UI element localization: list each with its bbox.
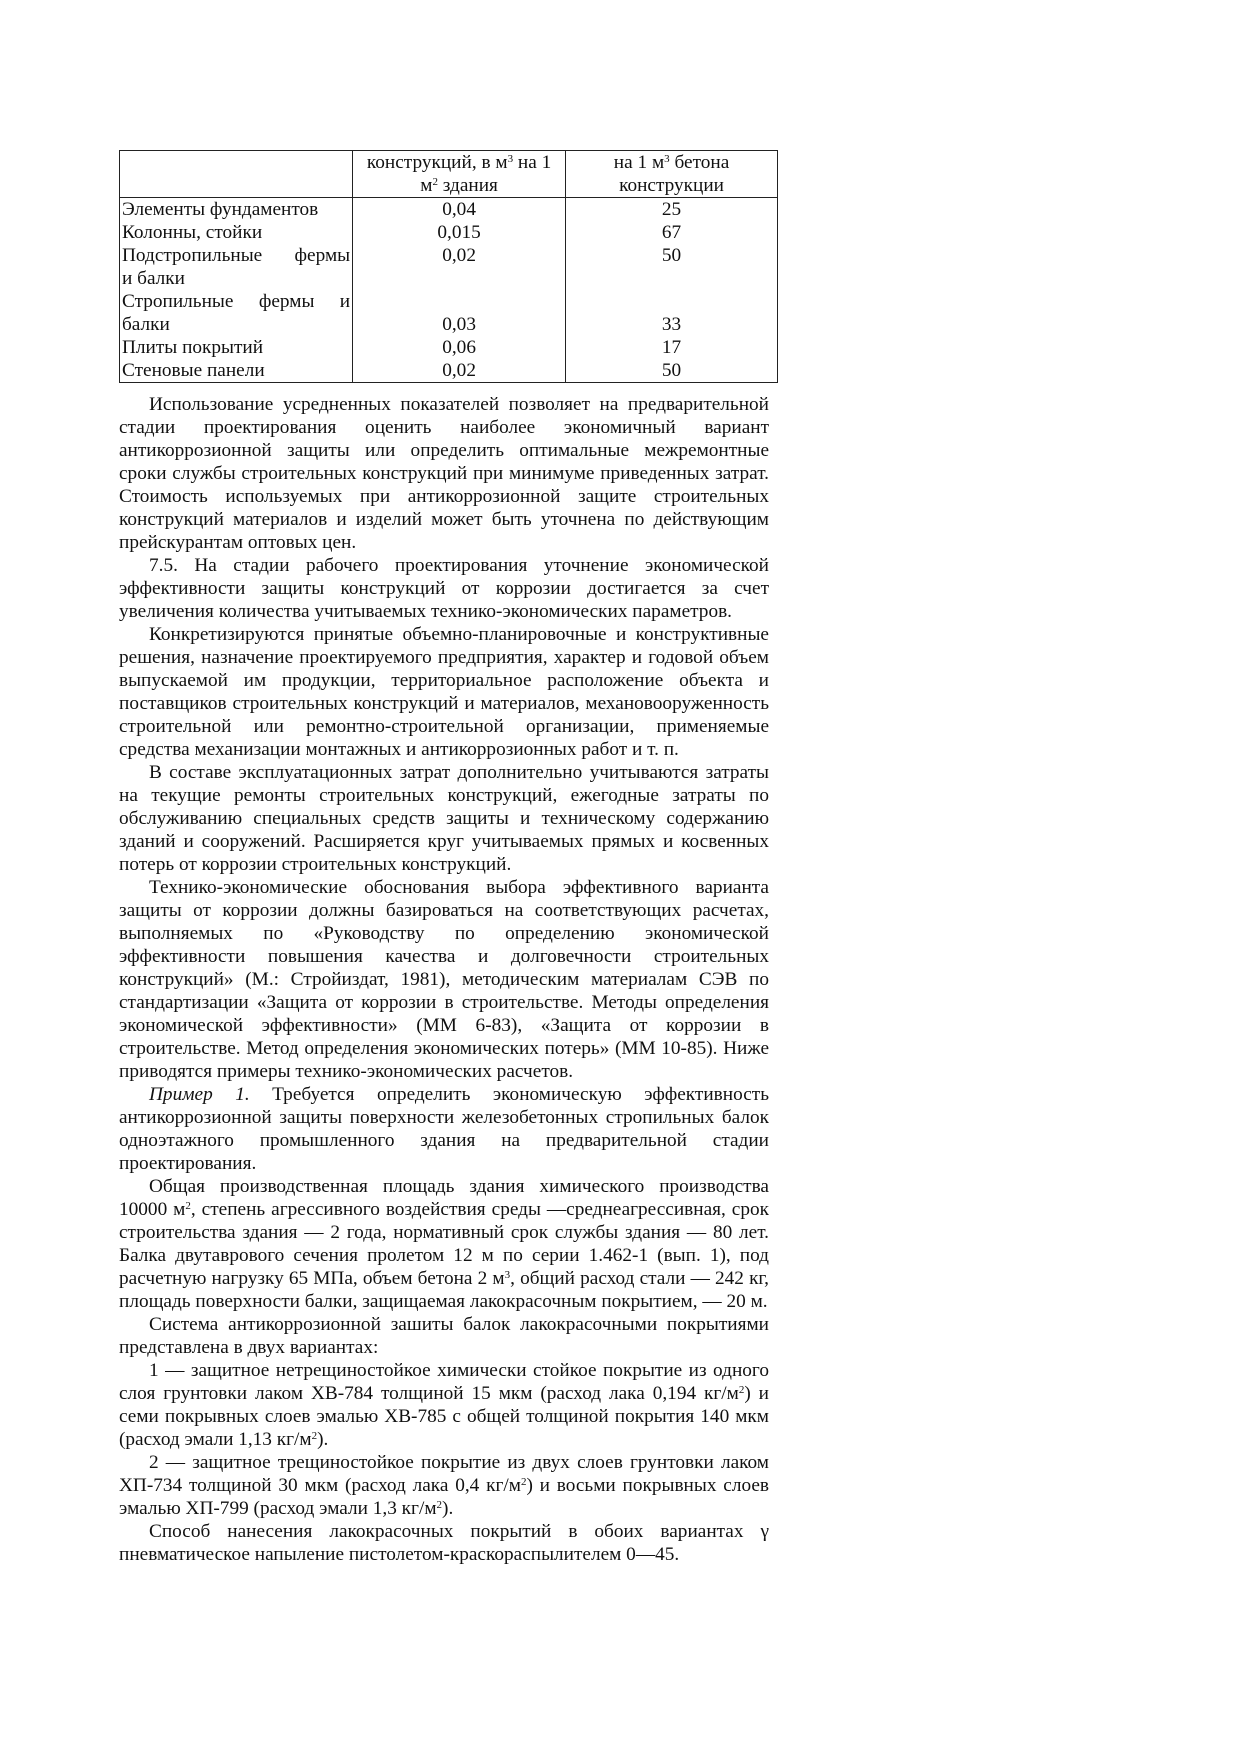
- row-steel: 50: [566, 359, 778, 383]
- row-name-line-2: балки: [122, 314, 170, 335]
- row-steel: 67: [566, 221, 778, 244]
- paragraph-protection-system: Система антикоррозионной зашиты балок лакокрасочными покрытиями представлена в двух вариантах:: [119, 1314, 769, 1358]
- header-cell-volume: конструкций, в $м^3$ на 1 $м^2$ здания: [353, 151, 566, 198]
- row-volume: 0,06: [353, 336, 566, 359]
- row-volume: 0,03: [353, 290, 566, 336]
- table-row: [120, 221, 778, 244]
- row-name: Элементы фундаментов: [120, 198, 353, 222]
- table-row: [120, 290, 778, 336]
- paragraph-building-params: Общая производственная площадь здания химического производства 10000 $м^2$, степень агрессивного воздействия среды —среднеагрессивная, срок строительства здания — 2 года, нормативный срок службы здания — 80 лет. Балка двутаврового сечения пролетом 12 м по серии 1.462-1 (вып. 1), под расчетную нагрузку 65 МПа, объем бетона 2 $м^3$, общий расход стали — 242 кг, площадь поверхности балки, защищаемая лакокрасочным покрытием, — 20 м.: [119, 1176, 769, 1312]
- paragraph-section-7-5: 7.5. На стадии рабочего проектирования уточнение экономической эффективности защиты конструкций от коррозии достигается за счет увеличения количества учитываемых технико-экономических параметров.: [119, 555, 769, 622]
- row-volume: 0,04: [353, 198, 566, 222]
- table-row: [120, 198, 778, 222]
- row-name: Плиты покрытий: [120, 336, 353, 359]
- example-label: Пример 1.: [149, 1084, 250, 1105]
- row-name: [120, 244, 353, 290]
- row-name: Стеновые панели: [120, 359, 353, 383]
- row-steel: 50: [566, 244, 778, 290]
- table-row: [120, 359, 778, 383]
- table-header-row: [120, 151, 778, 198]
- row-volume: 0,015: [353, 221, 566, 244]
- paragraph-application-method: Способ нанесения лакокрасочных покрытий в обоих вариантах γ пневматическое напыление пистолетом-краскораспылителем 0—45.: [119, 1521, 769, 1565]
- header-cell-empty: [120, 151, 353, 198]
- row-name-line-1: Подстропильные фермы: [122, 245, 351, 266]
- row-name: Колонны, стойки: [120, 221, 353, 244]
- row-steel: 17: [566, 336, 778, 359]
- document-page: [119, 150, 773, 1566]
- row-steel: 33: [566, 290, 778, 336]
- paragraph-example-1: Пример 1. Требуется определить экономическую эффективность антикоррозионной защиты поверхности железобетонных стропильных балок одноэтажного промышленного здания на предварительной стадии проектирования.: [119, 1084, 769, 1174]
- row-volume: 0,02: [353, 359, 566, 383]
- row-name-line-2: и балки: [122, 268, 185, 289]
- row-name-line-1: Стропильные фермы и: [122, 291, 351, 312]
- table-row: [120, 244, 778, 290]
- materials-table: [119, 150, 778, 383]
- table-row: [120, 336, 778, 359]
- paragraph-specification: Конкретизируются принятые объемно-планировочные и конструктивные решения, назначение проектируемого предприятия, характер и годовой объем выпускаемой им продукции, территориальное расположение объекта и поставщиков строительных конструкций и материалов, механовооруженность строительной или ремонтно-строительной организации, применяемые средства механизации монтажных и антикоррозионных работ и т. п.: [119, 624, 769, 760]
- paragraph-averaged-indicators: Использование усредненных показателей позволяет на предварительной стадии проектирования оценить наиболее экономичный вариант антикоррозионной защиты или определить оптимальные межремонтные сроки службы строительных конструкций при минимуме приведенных затрат. Стоимость используемых при антикоррозионной защите строительных конструкций материалов и изделий может быть уточнена по действующим прейскурантам оптовых цен.: [119, 394, 769, 553]
- paragraph-variant-2: 2 — защитное трещиностойкое покрытие из двух слоев грунтовки лаком ХП-734 толщиной 30 мкм (расход лака 0,4 $кг/м^2$) и восьми покрывных слоев эмалью ХП-799 (расход эмали 1,3 $кг/м^2$).: [119, 1452, 769, 1519]
- paragraph-operating-costs: В составе эксплуатационных затрат дополнительно учитываются затраты на текущие ремонты строительных конструкций, ежегодные затраты по обслуживанию специальных средств защиты и техническому содержанию зданий и сооружений. Расширяется круг учитываемых прямых и косвенных потерь от коррозии строительных конструкций.: [119, 762, 769, 875]
- row-name: [120, 290, 353, 336]
- paragraph-variant-1: 1 — защитное нетрещиностойкое химически стойкое покрытие из одного слоя грунтовки лаком ХВ-784 толщиной 15 мкм (расход лака 0,194 $кг/м^2$) и семи покрывных слоев эмалью ХВ-785 с общей толщиной покрытия 140 мкм (расход эмали 1,13 $кг/м^2$).: [119, 1360, 770, 1450]
- row-steel: 25: [566, 198, 778, 222]
- paragraph-feasibility: Технико-экономические обоснования выбора эффективного варианта защиты от коррозии должны базироваться на соответствующих расчетах, выполняемых по «Руководству по определению экономической эффективности повышения качества и долговечности строительных конструкций» (М.: Стройиздат, 1981), методическим материалам СЭВ по стандартизации «Защита от коррозии в строительстве. Методы определения экономической эффективности» (ММ 6-83), «Защита от коррозии в строительстве. Метод определения экономических потерь» (ММ 10-85). Ниже приводятся примеры технико-экономических расчетов.: [119, 877, 769, 1082]
- row-volume: 0,02: [353, 244, 566, 290]
- header-cell-steel: на 1 $м^3$ бетона конструкции: [566, 151, 778, 198]
